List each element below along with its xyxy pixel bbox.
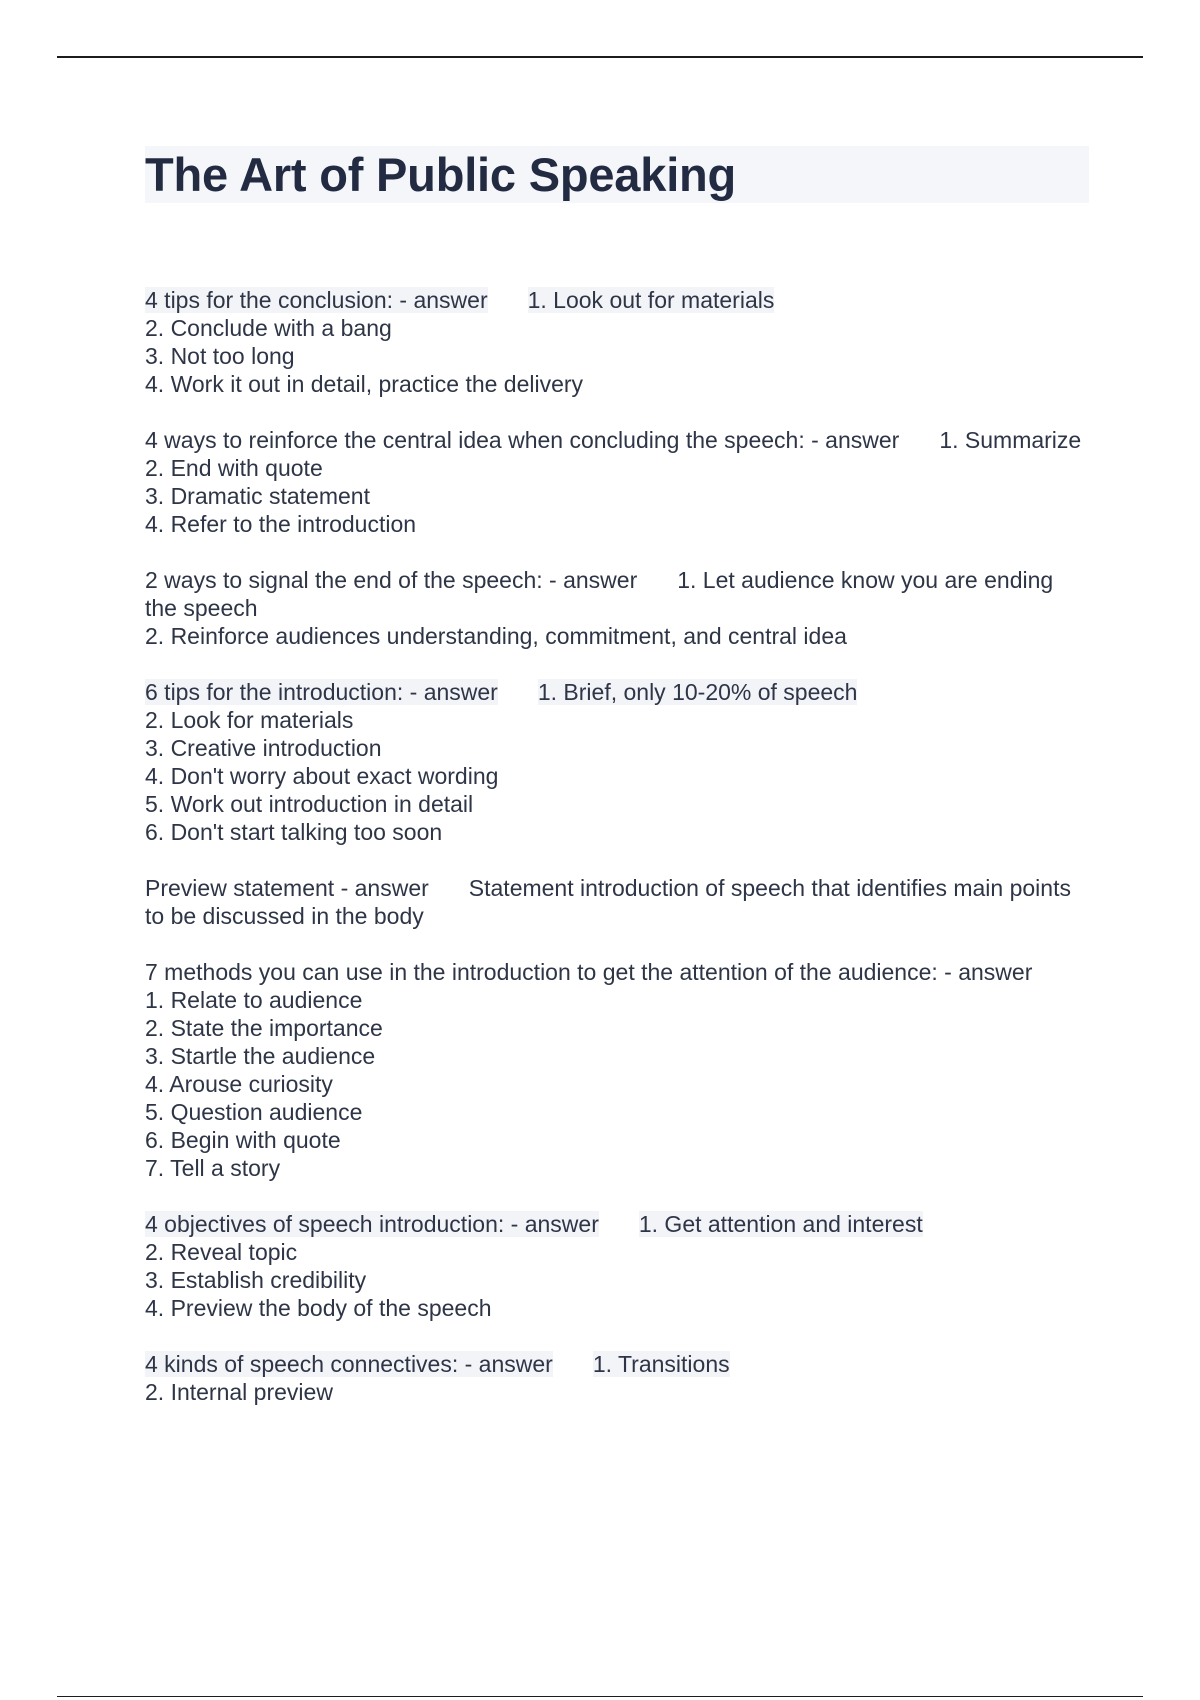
flashcard	[145, 286, 1089, 398]
flashcard	[145, 1210, 1089, 1322]
flashcard-answer-line: 4. Don't worry about exact wording	[145, 763, 499, 789]
flashcard-first-line	[145, 426, 1089, 454]
flashcard-list	[145, 286, 1089, 1434]
flashcard-answer-line: 1. Look out for materials	[527, 287, 775, 313]
flashcard-answer-line: 2. Reinforce audiences understanding, commitment, and central idea	[145, 623, 847, 649]
flashcard-first-line	[145, 1210, 1089, 1238]
flashcard	[145, 426, 1089, 538]
flashcard	[145, 678, 1089, 846]
flashcard-answer-line: 3. Establish credibility	[145, 1267, 367, 1293]
bottom-rule	[57, 1696, 1143, 1697]
flashcard-first-line	[145, 678, 1089, 706]
top-rule	[57, 56, 1143, 58]
flashcard-answer-line: 5. Work out introduction in detail	[145, 791, 474, 817]
flashcard-answer-line: 5. Question audience	[145, 1099, 363, 1125]
flashcard-term: 2 ways to signal the end of the speech: - answer	[145, 567, 638, 593]
flashcard-answer-line: 2. Look for materials	[145, 707, 354, 733]
flashcard-term: 7 methods you can use in the introduction to get the attention of the audience: - answer	[145, 959, 1033, 985]
flashcard-answer-line: 4. Work it out in detail, practice the delivery	[145, 371, 584, 397]
flashcard-answer-line: 3. Dramatic statement	[145, 483, 370, 509]
flashcard-term: 4 tips for the conclusion: - answer	[145, 287, 488, 313]
flashcard-answer-line: 1. Let audience know you are ending the speech	[145, 567, 1054, 621]
flashcard-term: 4 kinds of speech connectives: - answer	[145, 1351, 553, 1377]
flashcard-answer-line: 2. State the importance	[145, 1015, 383, 1041]
flashcard-answer-line: 1. Transitions	[592, 1351, 730, 1377]
flashcard	[145, 958, 1089, 1182]
flashcard-answer-line: 2. Reveal topic	[145, 1239, 298, 1265]
flashcard-answer-line: 4. Arouse curiosity	[145, 1071, 333, 1097]
flashcard-answer-line: 6. Begin with quote	[145, 1127, 341, 1153]
page-title: The Art of Public Speaking	[145, 148, 737, 201]
flashcard-answer-line: 2. Conclude with a bang	[145, 315, 392, 341]
flashcard-answer-line: 7. Tell a story	[145, 1155, 281, 1181]
flashcard-answer-line: 1. Summarize	[939, 427, 1082, 453]
flashcard-term: 4 ways to reinforce the central idea when concluding the speech: - answer	[145, 427, 900, 453]
flashcard	[145, 1350, 1089, 1406]
flashcard-first-line	[145, 286, 1089, 314]
flashcard-first-line	[145, 874, 1089, 930]
flashcard-term: Preview statement - answer	[145, 875, 429, 901]
flashcard-answer-line: 4. Preview the body of the speech	[145, 1295, 492, 1321]
flashcard-answer-line: 3. Not too long	[145, 343, 295, 369]
flashcard-first-line	[145, 566, 1089, 622]
flashcard-answer-line: 3. Startle the audience	[145, 1043, 376, 1069]
flashcard-answer-line: 1. Brief, only 10-20% of speech	[537, 679, 858, 705]
flashcard-answer-line: 1. Relate to audience	[145, 987, 363, 1013]
flashcard-term: 4 objectives of speech introduction: - answer	[145, 1211, 599, 1237]
flashcard-answer-line: 4. Refer to the introduction	[145, 511, 417, 537]
flashcard-answer-line: 2. End with quote	[145, 455, 323, 481]
flashcard-answer-line: 2. Internal preview	[145, 1379, 333, 1405]
flashcard-answer-line: 3. Creative introduction	[145, 735, 382, 761]
flashcard-answer-line: 1. Get attention and interest	[638, 1211, 923, 1237]
flashcard-first-line	[145, 1350, 1089, 1378]
flashcard-answer-line: 6. Don't start talking too soon	[145, 819, 443, 845]
flashcard-answer-line: Statement introduction of speech that identifies main points to be discussed in the body	[145, 875, 1071, 929]
flashcard	[145, 874, 1089, 930]
flashcard	[145, 566, 1089, 650]
flashcard-term: 6 tips for the introduction: - answer	[145, 679, 498, 705]
